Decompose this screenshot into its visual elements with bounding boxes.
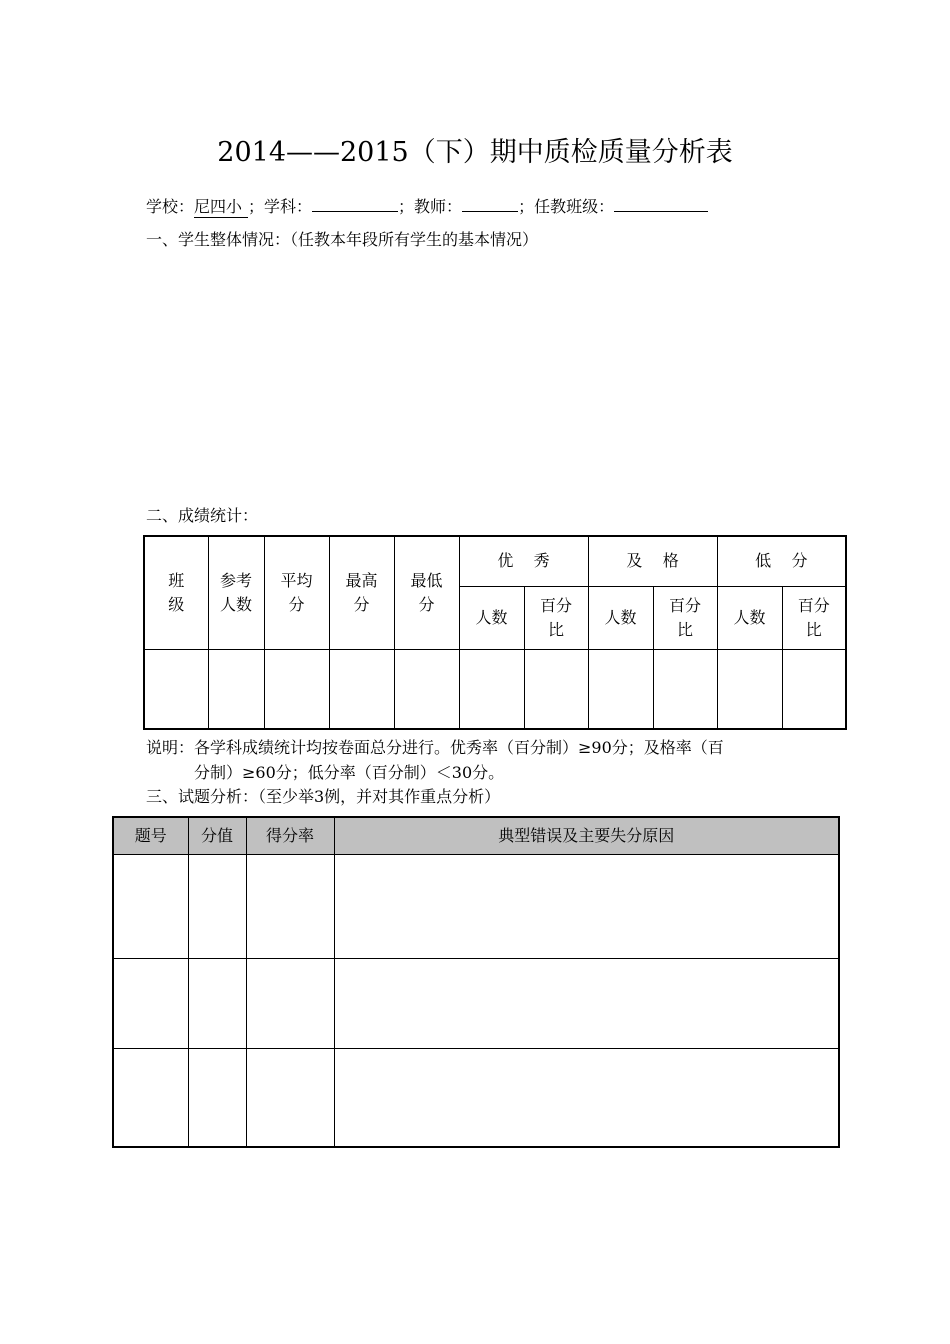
header-reason: 典型错误及主要失分原因 [334, 817, 839, 855]
teacher-label: ；教师： [398, 197, 463, 216]
header-lowest: 最低分 [394, 536, 459, 649]
note-line-1: 说明：各学科成绩统计均按卷面总分进行。优秀率（百分制）≥90分；及格率（百 [146, 738, 724, 757]
info-line [146, 193, 708, 218]
cell-class[interactable] [144, 649, 208, 729]
cell-participants[interactable] [208, 649, 264, 729]
header-low-count: 人数 [717, 586, 782, 649]
teacher-field[interactable] [462, 193, 518, 212]
cell-number[interactable] [113, 959, 188, 1049]
cell-excellent-count[interactable] [459, 649, 524, 729]
cell-lowest[interactable] [394, 649, 459, 729]
cell-score[interactable] [188, 959, 246, 1049]
cell-rate[interactable] [246, 1049, 334, 1147]
school-value[interactable]: 尼四小 [194, 194, 248, 218]
cell-reason[interactable] [334, 959, 839, 1049]
header-excellent-percent: 百分比 [524, 586, 588, 649]
section1-heading: 一、学生整体情况：（任教本年段所有学生的基本情况） [146, 230, 539, 249]
header-class: 班级 [144, 536, 208, 649]
header-pass-percent: 百分比 [653, 586, 717, 649]
school-label: 学校： [146, 197, 195, 216]
cell-low-percent[interactable] [782, 649, 846, 729]
cell-excellent-percent[interactable] [524, 649, 588, 729]
cell-rate[interactable] [246, 959, 334, 1049]
cell-pass-percent[interactable] [653, 649, 717, 729]
cell-low-count[interactable] [717, 649, 782, 729]
table-row [113, 959, 839, 1049]
cell-highest[interactable] [329, 649, 394, 729]
table-row [144, 649, 846, 729]
cell-pass-count[interactable] [588, 649, 653, 729]
table-row [113, 1049, 839, 1147]
header-low-percent: 百分比 [782, 586, 846, 649]
header-average: 平均分 [264, 536, 329, 649]
header-participants: 参考人数 [208, 536, 264, 649]
header-score: 分值 [188, 817, 246, 855]
header-excellent: 优 秀 [459, 536, 588, 586]
cell-reason[interactable] [334, 855, 839, 959]
class-label: ；任教班级： [518, 197, 615, 216]
section2-heading: 二、成绩统计： [146, 506, 259, 525]
header-highest: 最高分 [329, 536, 394, 649]
header-low: 低 分 [717, 536, 846, 586]
header-excellent-count: 人数 [459, 586, 524, 649]
header-pass: 及 格 [588, 536, 717, 586]
cell-rate[interactable] [246, 855, 334, 959]
cell-number[interactable] [113, 855, 188, 959]
section3-heading: 三、试题分析：（至少举3例，并对其作重点分析） [146, 787, 501, 806]
note-line-2: 分制）≥60分；低分率（百分制）＜30分。 [194, 763, 505, 782]
cell-score[interactable] [188, 1049, 246, 1147]
header-rate: 得分率 [246, 817, 334, 855]
cell-score[interactable] [188, 855, 246, 959]
subject-label: ；学科： [248, 197, 313, 216]
table-row [113, 855, 839, 959]
class-field[interactable] [614, 193, 708, 212]
question-analysis-table [112, 816, 840, 1148]
header-pass-count: 人数 [588, 586, 653, 649]
page-title: 2014——2015（下）期中质检质量分析表 [217, 137, 733, 168]
cell-reason[interactable] [334, 1049, 839, 1147]
cell-average[interactable] [264, 649, 329, 729]
cell-number[interactable] [113, 1049, 188, 1147]
score-statistics-table [143, 535, 847, 730]
subject-field[interactable] [312, 193, 398, 212]
header-number: 题号 [113, 817, 188, 855]
